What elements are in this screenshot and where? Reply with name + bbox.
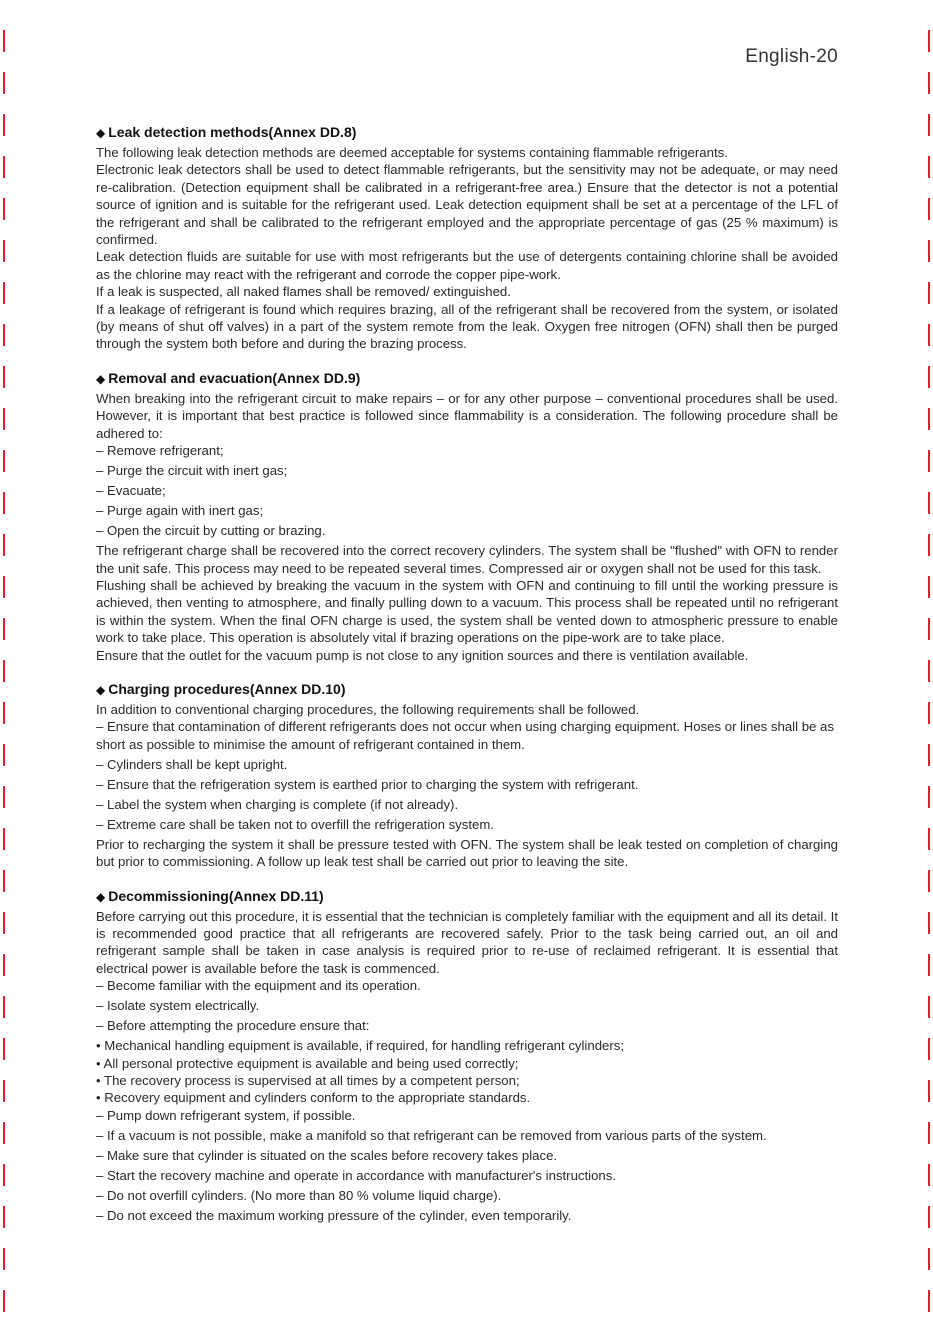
list-item: – Before attempting the procedure ensure that: [96,1018,370,1034]
edge-mark [3,996,5,1018]
edge-mark [928,198,930,220]
edge-mark [928,30,930,52]
edge-mark [928,492,930,514]
paragraph: If a leak is suspected, all naked flames shall be removed/ extinguished. [96,284,511,300]
edge-mark [3,1164,5,1186]
bullet-item: • Mechanical handling equipment is available, if required, for handling refrigerant cylinders; [96,1038,625,1054]
diamond-bullet-icon: ◆ [96,126,106,140]
edge-mark [928,828,930,850]
edge-mark [3,1038,5,1060]
edge-mark [3,1080,5,1102]
list-item: – Make sure that cylinder is situated on the scales before recovery takes place. [96,1147,558,1163]
list-item: – Purge again with inert gas; [96,503,264,519]
paragraph: Prior to recharging the system it shall be pressure tested with OFN. The system shall be leak tested on completion of charging but prior to commissioning. A follow up leak test shall be carried out prior to leaving the site. [96,836,838,870]
edge-mark [3,744,5,766]
list-item: – Pump down refrigerant system, if possible. [96,1107,356,1123]
edge-mark [928,282,930,304]
bullet-item: • All personal protective equipment is available and being used correctly; [96,1055,519,1071]
section-title: Removal and evacuation(Annex DD.9) [108,369,361,386]
edge-mark [928,1122,930,1144]
left-edge-marks [3,0,5,1324]
list-item: – Purge the circuit with inert gas; [96,463,288,479]
section [96,369,838,664]
section-heading [96,123,838,143]
diamond-bullet-icon: ◆ [96,889,106,904]
edge-mark [3,408,5,430]
list-item: – Cylinders shall be kept upright. [96,756,288,772]
edge-mark [928,156,930,178]
list-item: – If a vacuum is not possible, make a manifold so that refrigerant can be removed from various parts of the system. [96,1127,767,1143]
edge-mark [928,576,930,598]
paragraph: If a leakage of refrigerant is found which requires brazing, all of the refrigerant shall be recovered from the system, or isolated (by means of shut off valves) in a part of the system remote from the leak. Oxygen free nitrogen (OFN) shall then be purged through the system both before and during the brazing process. [96,301,838,352]
edge-mark [928,1248,930,1270]
edge-mark [928,240,930,262]
edge-mark [3,912,5,934]
edge-mark [928,1290,930,1312]
bullet-item: • The recovery process is supervised at all times by a competent person; [96,1073,520,1088]
edge-mark [3,1122,5,1144]
diamond-bullet-icon: ◆ [96,682,106,697]
edge-mark [928,1164,930,1186]
edge-mark [3,1206,5,1228]
edge-mark [3,660,5,682]
edge-mark [3,72,5,94]
edge-mark [3,954,5,976]
edge-mark [928,1080,930,1102]
edge-mark [3,156,5,178]
edge-mark [928,114,930,136]
edge-mark [3,786,5,808]
edge-mark [928,366,930,388]
edge-mark [928,408,930,430]
edge-mark [928,1206,930,1228]
edge-mark [3,576,5,598]
list-item: – Isolate system electrically. [96,998,260,1014]
edge-mark [3,366,5,388]
list-item: – Open the circuit by cutting or brazing. [96,523,326,539]
list-item: – Evacuate; [96,483,166,499]
paragraph: Leak detection fluids are suitable for use with most refrigerants but the use of detergents containing chlorine shall be avoided as the chlorine may react with the refrigerant and corrode the copper pipe-work. [96,249,838,282]
section-title: Decommissioning(Annex DD.11) [108,887,324,904]
list-item: – Extreme care shall be taken not to overfill the refrigeration system. [96,816,495,832]
paragraph: Flushing shall be achieved by breaking the vacuum in the system with OFN and continuing to fill until the working pressure is achieved, then venting to atmosphere, and finally pulling down to a vacuum. This process shall be repeated until no refrigerant is within the system. When the final OFN charge is used, the system shall be vented down to atmospheric pressure to enable work to take place. This operation is absolutely vital if brazing operations on the pipe-work are to take place. [96,577,838,646]
list-item: – Become familiar with the equipment and its operation. [96,978,421,994]
section-title: Leak detection methods(Annex DD.8) [108,124,357,140]
edge-mark [928,1038,930,1060]
paragraph: Ensure that the outlet for the vacuum pump is not close to any ignition sources and there is ventilation available. [96,647,749,663]
edge-mark [928,744,930,766]
edge-mark [928,996,930,1018]
edge-mark [3,282,5,304]
edge-mark [928,72,930,94]
bullet-item: • Recovery equipment and cylinders conform to the appropriate standards. [96,1090,531,1106]
paragraph: When breaking into the refrigerant circuit to make repairs – or for any other purpose – conventional procedures shall be used. However, it is important that best practice is followed since flammability is a consideration. The following procedure shall be adhered to: [96,390,838,441]
list-item: – Ensure that contamination of different refrigerants does not occur when using charging equipment. Hoses or lines shall be as short as possible to minimise the amount of refrigerant contained in them. [96,719,834,752]
section-heading [96,887,838,907]
list-item: – Remove refrigerant; [96,443,224,459]
edge-mark [3,1290,5,1312]
edge-mark [3,870,5,892]
paragraph: Before carrying out this procedure, it is essential that the technician is completely familiar with the equipment and all its detail. It is recommended good practice that all refrigerants are recovered safely. Prior to the task being carried out, an oil and refrigerant sample shall be taken in case analysis is required prior to re-use of reclaimed refrigerant. It is essential that electrical power is available before the task is commenced. [96,908,838,976]
edge-mark [928,702,930,724]
edge-mark [928,954,930,976]
edge-mark [928,912,930,934]
edge-mark [3,828,5,850]
edge-mark [928,534,930,556]
section-title: Charging procedures(Annex DD.10) [108,680,346,697]
edge-mark [3,30,5,52]
section [96,680,838,871]
paragraph: The refrigerant charge shall be recovered into the correct recovery cylinders. The system shall be "flushed" with OFN to render the unit safe. This process may need to be repeated several times. Compressed air or oxygen shall not be used for this task. [96,543,838,576]
edge-mark [3,702,5,724]
paragraph: The following leak detection methods are deemed acceptable for systems containing flammable refrigerants. [96,145,728,160]
edge-mark [3,198,5,220]
paragraph: Electronic leak detectors shall be used to detect flammable refrigerants, but the sensitivity may not be adequate, or may need re-calibration. (Detection equipment shall be calibrated in a refrigerant-free area.) Ensure that the detector is not a potential source of ignition and is suitable for the refrigerant used. Leak detection equipment shall be set at a percentage of the LFL of the refrigerant and shall be calibrated to the refrigerant employed and the appropriate percentage of gas (25 % maximum) is confirmed. [96,162,838,248]
edge-mark [3,324,5,346]
edge-mark [928,450,930,472]
edge-mark [3,240,5,262]
section-heading [96,369,838,389]
edge-mark [3,534,5,556]
edge-mark [3,618,5,640]
list-item: – Do not overfill cylinders. (No more than 80 % volume liquid charge). [96,1187,502,1203]
edge-mark [3,450,5,472]
diamond-bullet-icon: ◆ [96,371,106,386]
section [96,887,838,1225]
list-item: – Ensure that the refrigeration system is earthed prior to charging the system with refrigerant. [96,776,639,792]
edge-mark [3,1248,5,1270]
edge-mark [928,786,930,808]
paragraph: In addition to conventional charging procedures, the following requirements shall be followed. [96,701,640,717]
list-item: – Label the system when charging is complete (if not already). [96,796,459,812]
list-item: – Start the recovery machine and operate in accordance with manufacturer's instructions. [96,1167,617,1183]
edge-mark [928,618,930,640]
list-item: – Do not exceed the maximum working pressure of the cylinder, even temporarily. [96,1207,572,1223]
page-number: English-20 [745,46,838,67]
section [96,123,838,353]
edge-mark [928,324,930,346]
right-edge-marks [928,0,930,1324]
edge-mark [3,492,5,514]
edge-mark [928,660,930,682]
edge-mark [3,114,5,136]
section-heading [96,680,838,700]
document-body [96,123,838,1240]
edge-mark [928,870,930,892]
